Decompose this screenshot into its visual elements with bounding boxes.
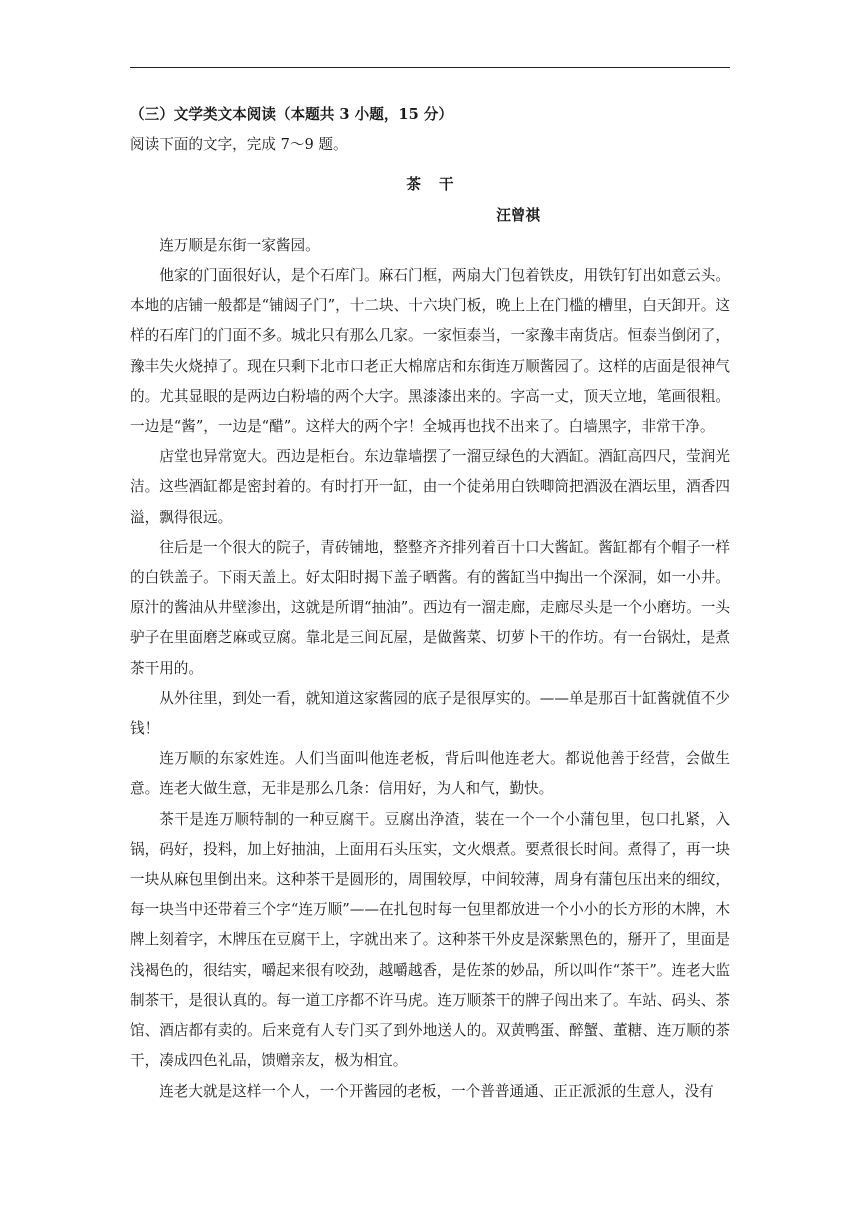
instruction: 阅读下面的文字，完成 7～9 题。: [130, 136, 348, 154]
document-body: [130, 100, 730, 1107]
paragraph: 店堂也异常宽大。西边是柜台。东边靠墙摆了一溜豆绿色的大酒缸。酒缸高四尺，莹润光洁。这些酒缸都是密封着的。有时打开一缸，由一个徒弟用白铁唧筒把酒汲在酒坛里，酒香四溢，飘得很远。: [130, 448, 730, 526]
paragraph: 他家的门面很好认，是个石库门。麻石门框，两扇大门包着铁皮，用铁钉钉出如意云头。本地的店铺一般都是“铺闼子门”，十二块、十六块门板，晚上上在门槛的槽里，白天卸开。这样的石库门的门面不多。城北只有那么几家。一家恒泰当，一家豫丰南货店。恒泰当倒闭了，豫丰失火烧掉了。现在只剩下北市口老正大棉席店和东街连万顺酱园了。这样的店面是很神气的。尤其显眼的是两边白粉墙的两个大字。黑漆漆出来的。字高一丈，顶天立地，笔画很粗。一边是“酱”，一边是“醋”。这样大的两个字！全城再也找不出来了。白墙黑字，非常干净。: [130, 267, 730, 436]
article-title: 茶干: [406, 176, 472, 194]
section-title: （三）文学类文本阅读（本题共 3 小题，15 分）: [130, 106, 453, 123]
paragraph: 连老大就是这样一个人，一个开酱园的老板，一个普普通通、正正派派的生意人，没有: [159, 1082, 714, 1100]
header-rule: [130, 67, 730, 68]
paragraph: 往后是一个很大的院子，青砖铺地，整整齐齐排列着百十口大酱缸。酱缸都有个帽子一样的白铁盖子。下雨天盖上。好太阳时揭下盖子晒酱。有的酱缸当中掏出一个深洞，如一小井。原汁的酱油从井壁渗出，这就是所谓“抽油”。西边有一溜走廊，走廊尽头是一个小磨坊。一头驴子在里面磨芝麻或豆腐。靠北是三间瓦屋，是做酱菜、切萝卜干的作坊。有一台锅灶，是煮茶干用的。: [130, 538, 730, 677]
paragraph: 茶干是连万顺特制的一种豆腐干。豆腐出浄渣，装在一个一个小蒲包里，包口扎紧，入锅，码好，投料，加上好抽油，上面用石头压实，文火煨煮。要煮很长时间。煮得了，再一块一块从麻包里倒出来。这种茶干是圆形的，周围较厚，中间较薄，周身有蒲包压出来的细纹，每一块当中还带着三个字“连万顺”——在扎包时每一包里都放进一个小小的长方形的木牌，木牌上刻着字，木牌压在豆腐干上，字就出来了。这种茶干外皮是深紫黑色的，掰开了，里面是浅褐色的，很结实，嚼起来很有咬劲，越嚼越香，是佐茶的妙品，所以叫作“茶干”。连老大监制茶干，是很认真的。每一道工序都不许马虎。连万顺茶干的牌子闯出来了。车站、码头、茶馆、酒店都有卖的。后来竟有人专门买了到外地送人的。双黄鸭蛋、醉蟹、董糖、连万顺的茶干，凑成四色礼品，馈赠亲友，极为相宜。: [130, 810, 730, 1070]
paragraph: 连万顺的东家姓连。人们当面叫他连老板，背后叫他连老大。都说他善于经营，会做生意。连老大做生意，无非是那么几条：信用好，为人和气，勤快。: [130, 750, 730, 798]
paragraph: 连万顺是东街一家酱园。: [159, 236, 320, 254]
article-author: 汪曾祺: [496, 206, 540, 224]
paragraph: 从外往里，到处一看，就知道这家酱园的底子是很厚实的。——单是那百十缸酱就值不少钱！: [130, 689, 730, 738]
